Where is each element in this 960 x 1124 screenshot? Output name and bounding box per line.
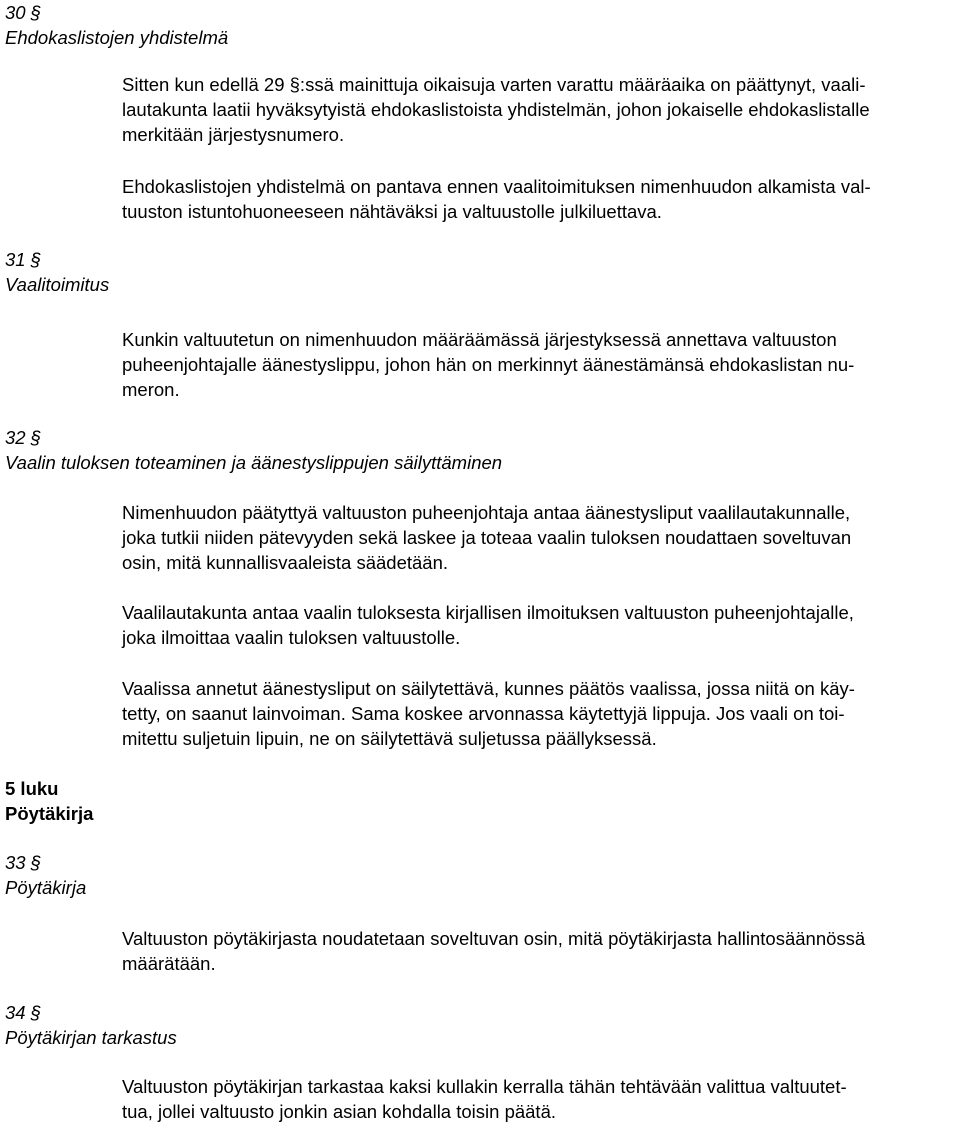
chapter-number: 5 luku <box>5 778 59 799</box>
text-line: Valtuuston pöytäkirjasta noudatetaan soveltuvan osin, mitä pöytäkirjasta hallintosäännössä <box>122 928 866 949</box>
section-32-paragraph-3 <box>122 676 958 751</box>
text-line: merkitään järjestysnumero. <box>122 124 345 145</box>
section-34-heading <box>5 1000 177 1050</box>
section-title: Pöytäkirja <box>5 877 87 898</box>
text-line: lautakunta laatii hyväksytyistä ehdokaslistoista yhdistelmän, johon jokaiselle ehdokaslistalle <box>122 99 870 120</box>
section-33-paragraph-1 <box>122 926 958 976</box>
text-line: osin, mitä kunnallisvaaleista säädetään. <box>122 552 448 573</box>
text-line: Nimenhuudon päätyttyä valtuuston puheenjohtaja antaa äänestysliput vaalilautakunnalle, <box>122 502 851 523</box>
chapter-5-heading <box>5 776 93 826</box>
section-number: 34 § <box>5 1002 42 1023</box>
section-30-heading <box>5 0 228 50</box>
text-line: puheenjohtajalle äänestyslippu, johon hän on merkinnyt äänestämänsä ehdokaslistan nu- <box>122 354 855 375</box>
section-31-heading <box>5 247 109 297</box>
section-number: 33 § <box>5 852 42 873</box>
text-line: Valtuuston pöytäkirjan tarkastaa kaksi kullakin kerralla tähän tehtävään valittua valtuutet- <box>122 1076 847 1097</box>
text-line: Sitten kun edellä 29 §:ssä mainittuja oikaisuja varten varattu määräaika on päättynyt, vaali- <box>122 74 866 95</box>
section-32-paragraph-2 <box>122 600 958 650</box>
chapter-title: Pöytäkirja <box>5 803 94 824</box>
text-line: joka tutkii niiden pätevyyden sekä laskee ja toteaa vaalin tuloksen noudattaen soveltuvan <box>122 527 852 548</box>
text-line: Kunkin valtuutetun on nimenhuudon määräämässä järjestyksessä annettava valtuuston <box>122 329 837 350</box>
text-line: Ehdokaslistojen yhdistelmä on pantava ennen vaalitoimituksen nimenhuudon alkamista val- <box>122 176 871 197</box>
section-32-heading <box>5 425 502 475</box>
section-34-paragraph-1 <box>122 1074 958 1124</box>
text-line: meron. <box>122 379 180 400</box>
section-number: 30 § <box>5 2 42 23</box>
text-line: joka ilmoittaa vaalin tuloksen valtuustolle. <box>122 627 461 648</box>
section-31-paragraph-1 <box>122 327 958 402</box>
section-title: Pöytäkirjan tarkastus <box>5 1027 177 1048</box>
text-line: määrätään. <box>122 953 216 974</box>
text-line: mitettu suljetuin lipuin, ne on säilytettävä suljetussa päällyksessä. <box>122 728 657 749</box>
text-line: tua, jollei valtuusto jonkin asian kohdalla toisin päätä. <box>122 1101 557 1122</box>
section-32-paragraph-1 <box>122 500 958 575</box>
section-number: 32 § <box>5 427 42 448</box>
text-line: tetty, on saanut lainvoiman. Sama koskee arvonnassa käytettyjä lippuja. Jos vaali on toi- <box>122 703 845 724</box>
text-line: Vaalissa annetut äänestysliput on säilytettävä, kunnes päätös vaalissa, jossa niitä on käy- <box>122 678 855 699</box>
section-number: 31 § <box>5 249 42 270</box>
text-line: Vaalilautakunta antaa vaalin tuloksesta kirjallisen ilmoituksen valtuuston puheenjohtajalle, <box>122 602 854 623</box>
section-30-paragraph-1 <box>122 72 958 147</box>
section-title: Ehdokaslistojen yhdistelmä <box>5 27 229 48</box>
section-30-paragraph-2 <box>122 174 958 224</box>
section-title: Vaalitoimitus <box>5 274 110 295</box>
section-title: Vaalin tuloksen toteaminen ja äänestyslippujen säilyttäminen <box>5 452 503 473</box>
section-33-heading <box>5 850 86 900</box>
text-line: tuuston istuntohuoneeseen nähtäväksi ja valtuustolle julkiluettava. <box>122 201 662 222</box>
